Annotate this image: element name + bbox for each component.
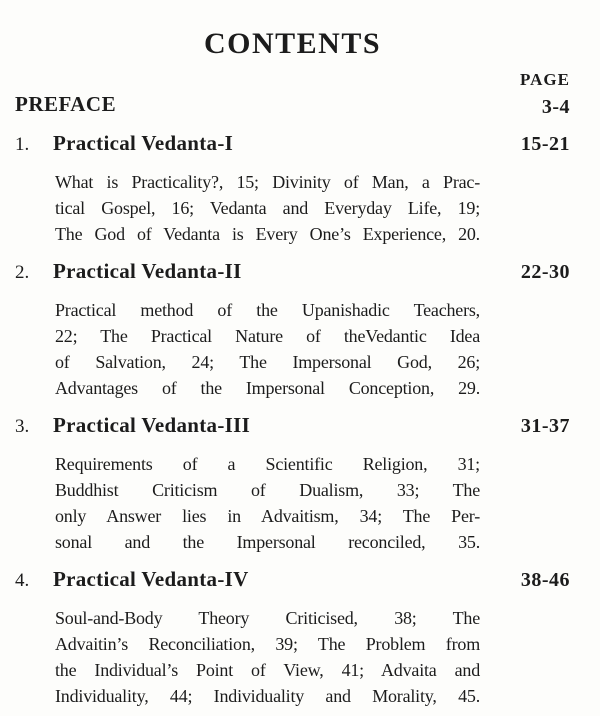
entry-title: Practical Vedanta-I	[53, 131, 234, 155]
entry-pages: 38-46	[520, 569, 570, 591]
toc-entry-3	[15, 413, 570, 555]
description-line: the Individual’s Point of View, 41; Advaita and	[55, 660, 480, 680]
description-line: What is Practicality?, 15; Divinity of Man, a Prac-	[55, 172, 480, 192]
entry-number: 3.	[15, 416, 30, 437]
toc-entry-1	[15, 131, 570, 247]
entry-title: Practical Vedanta-III	[53, 413, 251, 437]
description-line: Practical method of the Upanishadic Teachers,	[55, 300, 480, 320]
entry-heading	[15, 131, 570, 157]
entry-pages: 31-37	[520, 415, 570, 437]
entry-pages: 15-21	[520, 133, 570, 155]
description-line: Advantages of the Impersonal Conception, 29.	[55, 378, 480, 398]
entry-number: 2.	[15, 262, 30, 283]
description-line: 22; The Practical Nature of theVedantic Idea	[55, 326, 480, 346]
description-line: sonal and the Impersonal reconciled, 35.	[55, 532, 480, 552]
entry-description	[55, 605, 480, 709]
toc-entry-4	[15, 567, 570, 709]
entry-number: 1.	[15, 134, 30, 155]
description-line: tical Gospel, 16; Vedanta and Everyday Life, 19;	[55, 198, 480, 218]
entry-description	[55, 451, 480, 555]
entry-heading	[15, 567, 570, 593]
page-column-label: PAGE	[520, 70, 570, 89]
description-line: only Answer lies in Advaitism, 34; The Per-	[55, 506, 480, 526]
description-line: Requirements of a Scientific Religion, 31;	[55, 454, 480, 474]
preface-row	[15, 92, 570, 119]
description-line: Soul-and-Body Theory Criticised, 38; The	[55, 608, 480, 628]
entry-description	[55, 169, 480, 247]
entry-number: 4.	[15, 570, 30, 591]
toc-entry-2	[15, 259, 570, 401]
page-title: CONTENTS	[203, 27, 382, 60]
entry-heading	[15, 259, 570, 285]
description-line: Individuality, 44; Individuality and Morality, 45.	[55, 686, 480, 706]
entry-title: Practical Vedanta-IV	[53, 567, 249, 591]
preface-pages: 3-4	[541, 96, 570, 118]
preface-label: PREFACE	[15, 92, 117, 116]
description-line: Buddhist Criticism of Dualism, 33; The	[55, 480, 480, 500]
entry-pages: 22-30	[520, 261, 570, 283]
description-line: Advaitin’s Reconciliation, 39; The Problem from	[55, 634, 480, 654]
entry-title: Practical Vedanta-II	[53, 259, 242, 283]
description-line: The God of Vedanta is Every One’s Experience, 20.	[55, 224, 480, 244]
entry-description	[55, 297, 480, 401]
description-line: of Salvation, 24; The Impersonal God, 26;	[55, 352, 480, 372]
entry-heading	[15, 413, 570, 439]
